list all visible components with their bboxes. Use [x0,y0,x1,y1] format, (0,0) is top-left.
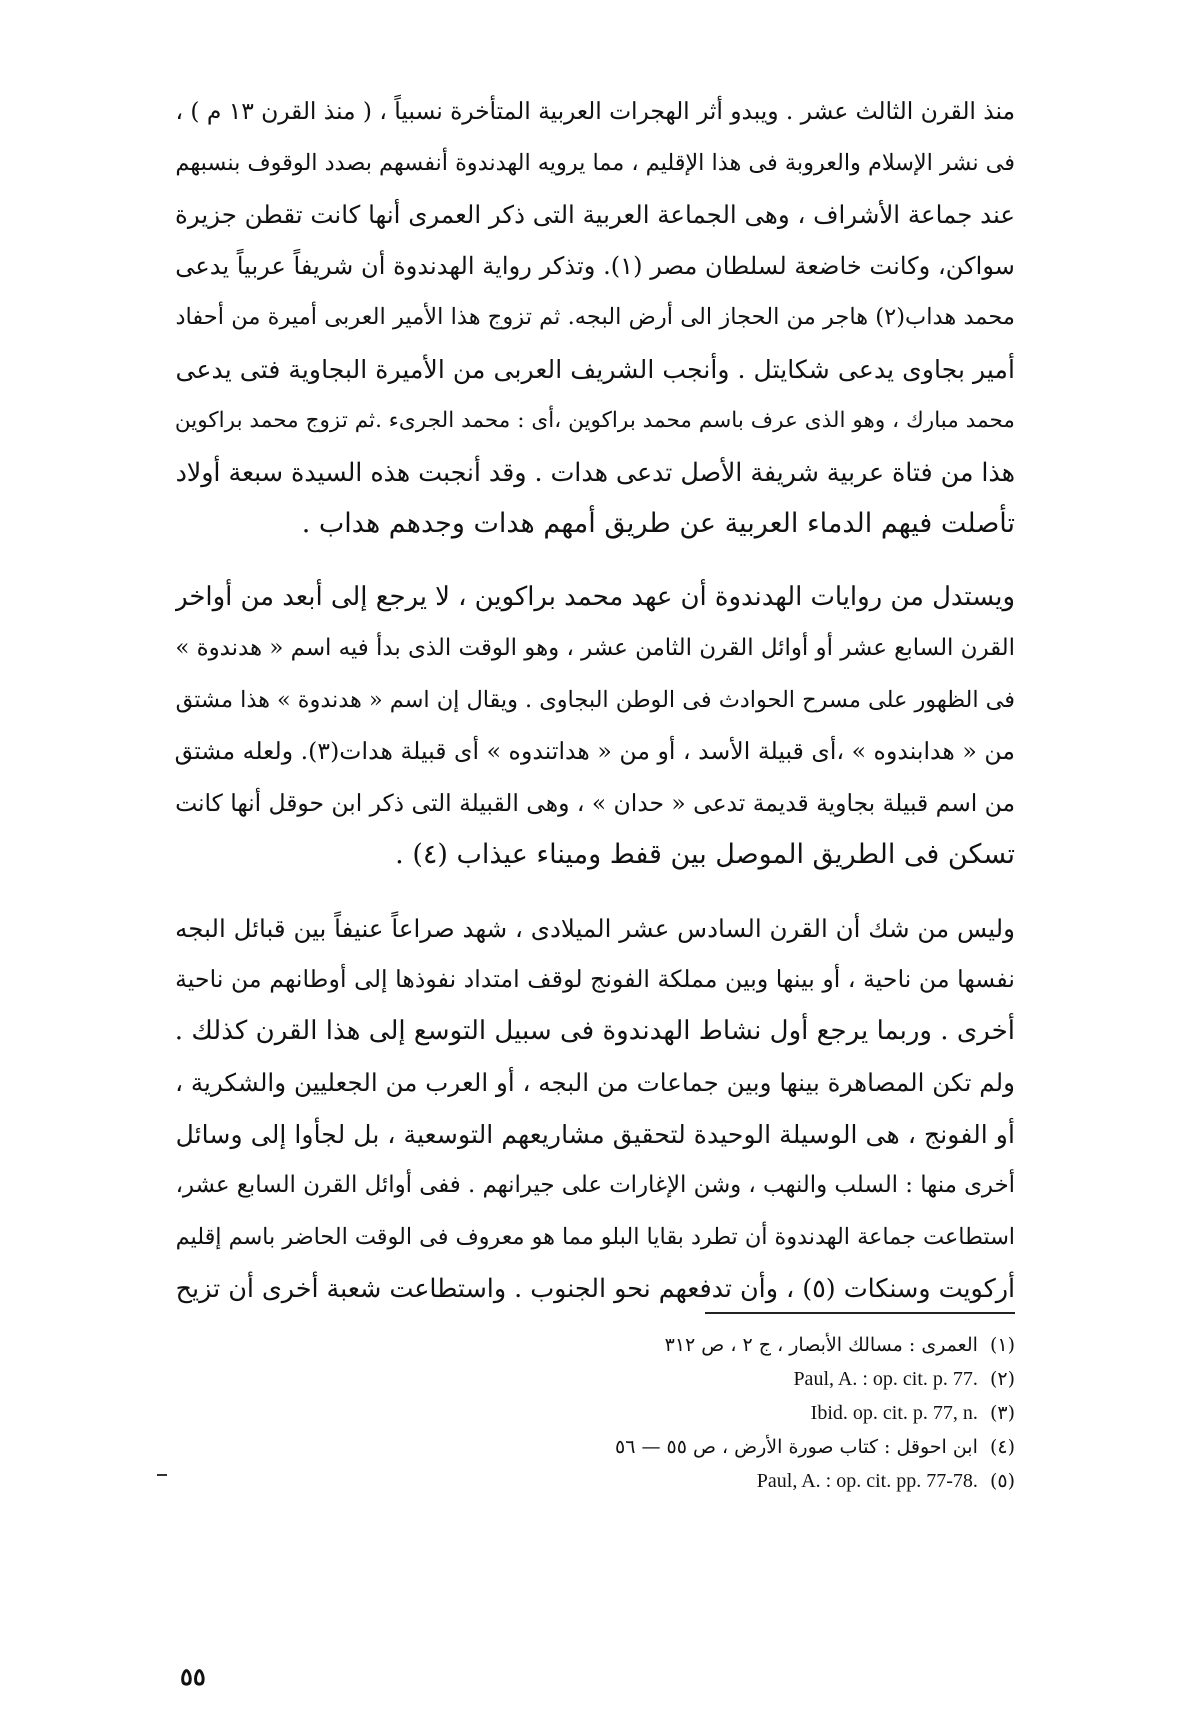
footnote-text: العمرى : مسالك الأبصار ، ج ٢ ، ص ٣١٢ [664,1334,978,1356]
page-number: ٥٥ [180,1662,206,1691]
text-line: فى نشر الإسلام والعروبة فى هذا الإقليم ، مما يرويه الهدندوة أنفسهم بصدد الوقوف بنسبهم [175,149,1015,176]
text-line: أخرى . وربما يرجع أول نشاط الهدندوة فى سبيل التوسع إلى هذا القرن كذلك . [175,1015,1015,1046]
text-line: عند جماعة الأشراف ، وهى الجماعة العربية التى ذكر العمرى أنها كانت تقطن جزيرة [175,200,1015,229]
text-line: ولم تكن المصاهرة بينها وبين جماعات من البجه ، أو العرب من الجعليين والشكرية ، [175,1068,1015,1097]
footnote-separator [705,1312,1015,1314]
text-line: منذ القرن الثالث عشر . ويبدو أثر الهجرات العربية المتأخرة نسبياً ، ( منذ القرن ١٣ م ) ، [175,98,1015,125]
body-text [175,86,1015,1315]
text-line: أو الفونج ، هى الوسيلة الوحيدة لتحقيق مشاريعهم التوسعية ، بل لجأوا إلى وسائل [175,1119,1015,1149]
footnote-5 [175,1464,1015,1498]
text-line: هذا من فتاة عربية شريفة الأصل تدعى هدات . وقد أنجبت هذه السيدة سبعة أولاد [175,457,1015,487]
text-line: فى الظهور على مسرح الحوادث فى الوطن البجاوى . ويقال إن اسم « هدندوة » هذا مشتق [175,686,1015,713]
footnote-number: (٣) [989,1402,1015,1424]
footnote-text: Paul, A. : op. cit. pp. 77-78. [756,1470,978,1492]
text-line: من اسم قبيلة بجاوية قديمة تدعى « حدان » ، وهى القبيلة التى ذكر ابن حوقل أنها كانت [175,788,1015,817]
paragraph-3 [175,903,1015,1315]
book-page [175,86,1015,1691]
text-line: استطاعت جماعة الهدندوة أن تطرد بقايا البلو مما هو معروف فى الوقت الحاضر باسم إقليم [175,1223,1015,1250]
footnote-4 [175,1430,1015,1464]
footnote-1 [175,1328,1015,1362]
footnote-number: (٢) [989,1368,1015,1390]
text-line: ويستدل من روايات الهدندوة أن عهد محمد براكوين ، لا يرجع إلى أبعد من أواخر [175,581,1015,612]
paragraph-2 [175,572,1015,881]
text-line: وليس من شك أن القرن السادس عشر الميلادى ، شهد صراعاً عنيفاً بين قبائل البجه [175,913,1015,943]
footnote-3 [175,1396,1015,1430]
text-line: تأصلت فيهم الدماء العربية عن طريق أمهم هدات وجدهم هداب . [301,508,1015,539]
text-line: أركويت وسنكات (٥) ، وأن تدفعهم نحو الجنوب . واستطاعت شعبة أخرى أن تزيح [175,1273,1015,1303]
paragraph-1 [175,86,1015,550]
text-line: أمير بجاوى يدعى شكايتل . وأنجب الشريف العربى من الأميرة البجاوية فتى يدعى [175,354,1015,384]
text-line: تسكن فى الطريق الموصل بين قفط وميناء عيذاب (٤) . [395,839,1015,870]
text-line: محمد مبارك ، وهو الذى عرف باسم محمد براكوين ،أى : محمد الجرىء .ثم تزوج محمد براكوين [175,408,1015,433]
footnote-number: (١) [989,1334,1015,1356]
footnote-2 [175,1362,1015,1396]
text-line: القرن السابع عشر أو أوائل القرن الثامن عشر ، وهو الوقت الذى بدأ فيه اسم « هدندوة » [175,635,1015,661]
footnote-text: Paul, A. : op. cit. p. 77. [793,1368,978,1390]
footnote-text: ابن احوقل : كتاب صورة الأرض ، ص ٥٥ — ٥٦ [614,1436,978,1458]
text-line: أخرى منها : السلب والنهب ، وشن الإغارات على جيرانهم . ففى أوائل القرن السابع عشر، [175,1172,1015,1198]
footnote-number: (٥) [989,1470,1015,1492]
footnote-number: (٤) [989,1436,1015,1458]
text-line: محمد هداب(٢) هاجر من الحجاز الى أرض البجه. ثم تزوج هذا الأمير العربى أميرة من أحفاد [175,304,1015,330]
text-line: من « هدابندوه » ،أى قبيلة الأسد ، أو من « هداتندوه » أى قبيلة هدات(٣). ولعله مشتق [175,737,1015,765]
text-line: سواكن، وكانت خاضعة لسلطان مصر (١). وتذكر رواية الهدندوة أن شريفاً عربياً يدعى [175,251,1015,280]
footnote-text: Ibid. op. cit. p. 77, n. [810,1402,978,1424]
margin-mark [157,1474,167,1476]
footnotes [175,1328,1015,1498]
text-line: نفسها من ناحية ، أو بينها وبين مملكة الفونج لوقف امتداد نفوذها إلى أوطانهم من ناحية [175,965,1015,993]
